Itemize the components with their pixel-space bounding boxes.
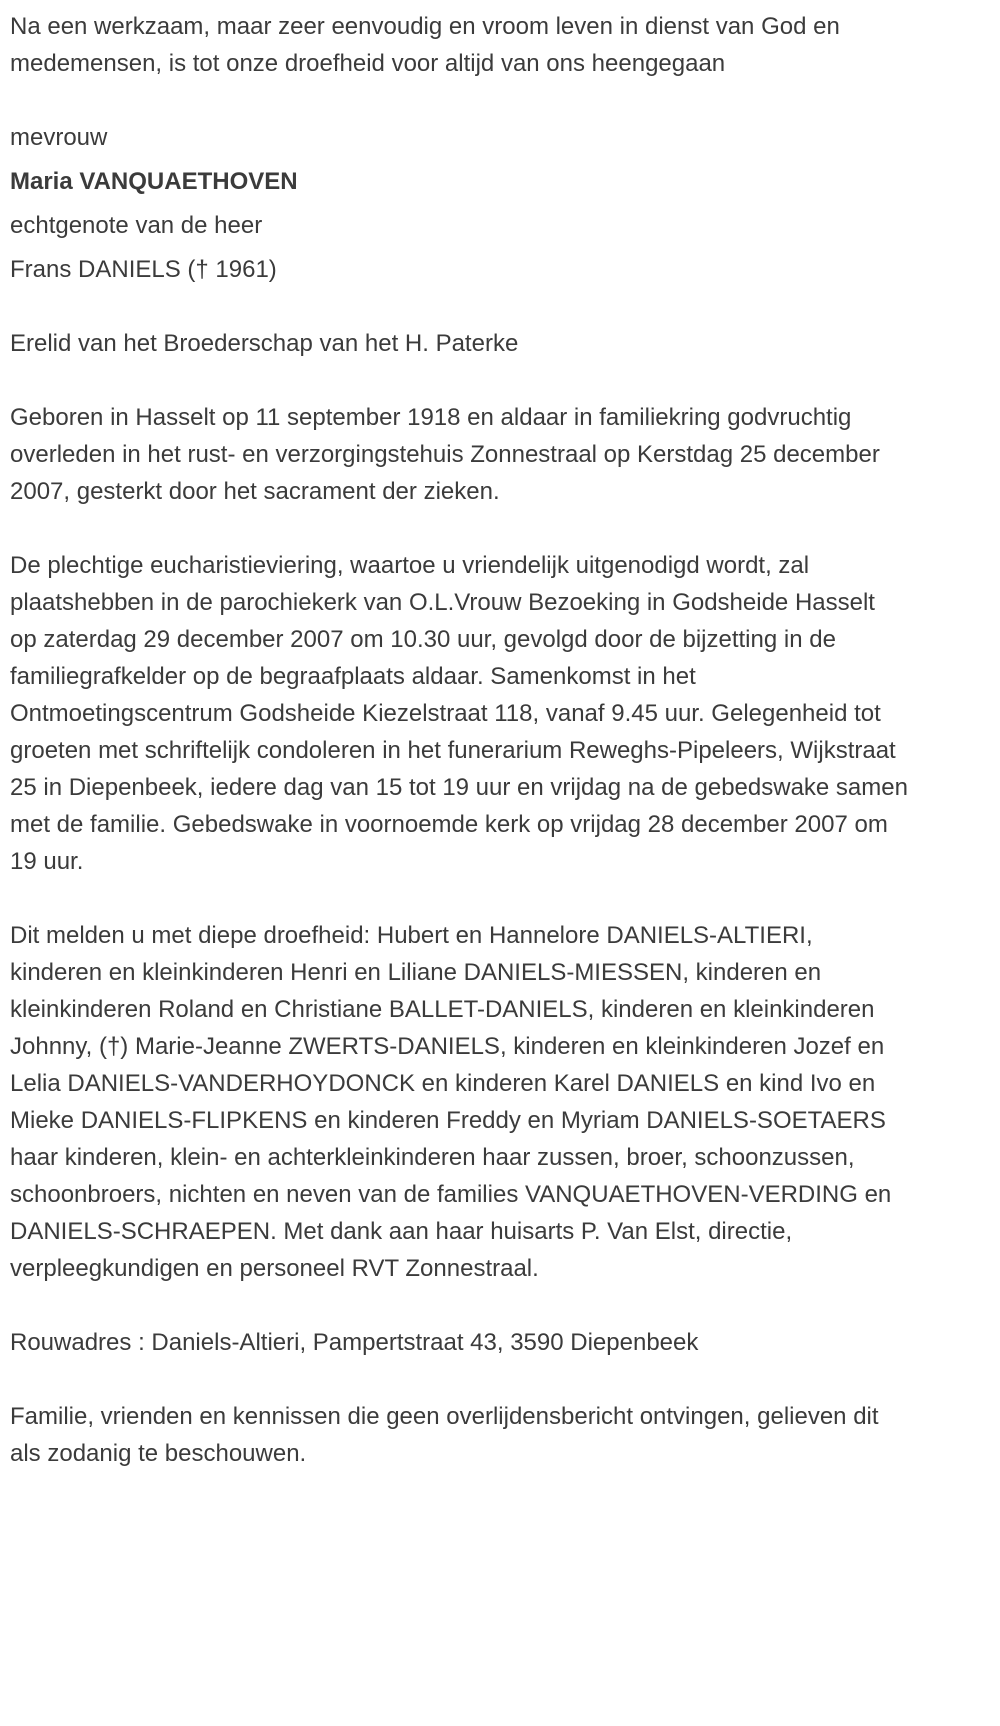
birth-death-paragraph: Geboren in Hasselt op 11 september 1918 en aldaar in familiekring godvruchtig overleden in het rust- en verzorgingstehuis Zonnestraal op Kerstdag 25 december 2007, gesterkt door het sacrament der zieken.	[10, 404, 880, 505]
relation-line: echtgenote van de heer	[10, 212, 263, 239]
family-paragraph: Dit melden u met diepe droefheid: Hubert en Hannelore DANIELS-ALTIERI, kinderen en kleinkinderen Henri en Liliane DANIELS-MIESSEN, kinderen en kleinkinderen Roland en Christiane BALLET-DANIELS, kinderen en kleinkinderen Johnny, (†) Marie-Jeanne ZWERTS-DANIELS, kinderen en kleinkinderen Jozef en Lelia DANIELS-VANDERHOYDONCK en kinderen Karel DANIELS en kind Ivo en Mieke DANIELS-FLIPKENS en kinderen Freddy en Myriam DANIELS-SOETAERS haar kinderen, klein- en achterkleinkinderen haar zussen, broer, schoonzussen, schoonbroers, nichten en neven van de families VANQUAETHOVEN-VERDING en DANIELS-SCHRAEPEN. Met dank aan haar huisarts P. Van Elst, directie, verpleegkundigen en personeel RVT Zonnestraal.	[10, 922, 892, 1282]
mourning-address-line: Rouwadres : Daniels-Altieri, Pampertstraat 43, 3590 Diepenbeek	[10, 1329, 699, 1356]
deceased-name: Maria VANQUAETHOVEN	[10, 168, 298, 195]
intro-paragraph: Na een werkzaam, maar zeer eenvoudig en vroom leven in dienst van God en medemensen, is tot onze droefheid voor altijd van ons heengegaan	[10, 13, 840, 77]
funeral-paragraph: De plechtige eucharistieviering, waartoe u vriendelijk uitgenodigd wordt, zal plaatshebben in de parochiekerk van O.L.Vrouw Bezoeking in Godsheide Hasselt op zaterdag 29 december 2007 om 10.30 uur, gevolgd door de bijzetting in de familiegrafkelder op de begraafplaats aldaar. Samenkomst in het Ontmoetingscentrum Godsheide Kiezelstraat 118, vanaf 9.45 uur. Gelegenheid tot groeten met schriftelijk condoleren in het funerarium Reweghs-Pipeleers, Wijkstraat 25 in Diepenbeek, iedere dag van 15 tot 19 uur en vrijdag na de gebedswake samen met de familie. Gebedswake in voornoemde kerk op vrijdag 28 december 2007 om 19 uur.	[10, 552, 908, 875]
salutation-line: mevrouw	[10, 124, 108, 151]
deceased-header	[10, 119, 908, 288]
closing-paragraph: Familie, vrienden en kennissen die geen overlijdensbericht ontvingen, gelieven dit als zodanig te beschouwen.	[10, 1403, 879, 1467]
honorary-line: Erelid van het Broederschap van het H. Paterke	[10, 330, 519, 357]
spouse-line: Frans DANIELS († 1961)	[10, 256, 277, 283]
